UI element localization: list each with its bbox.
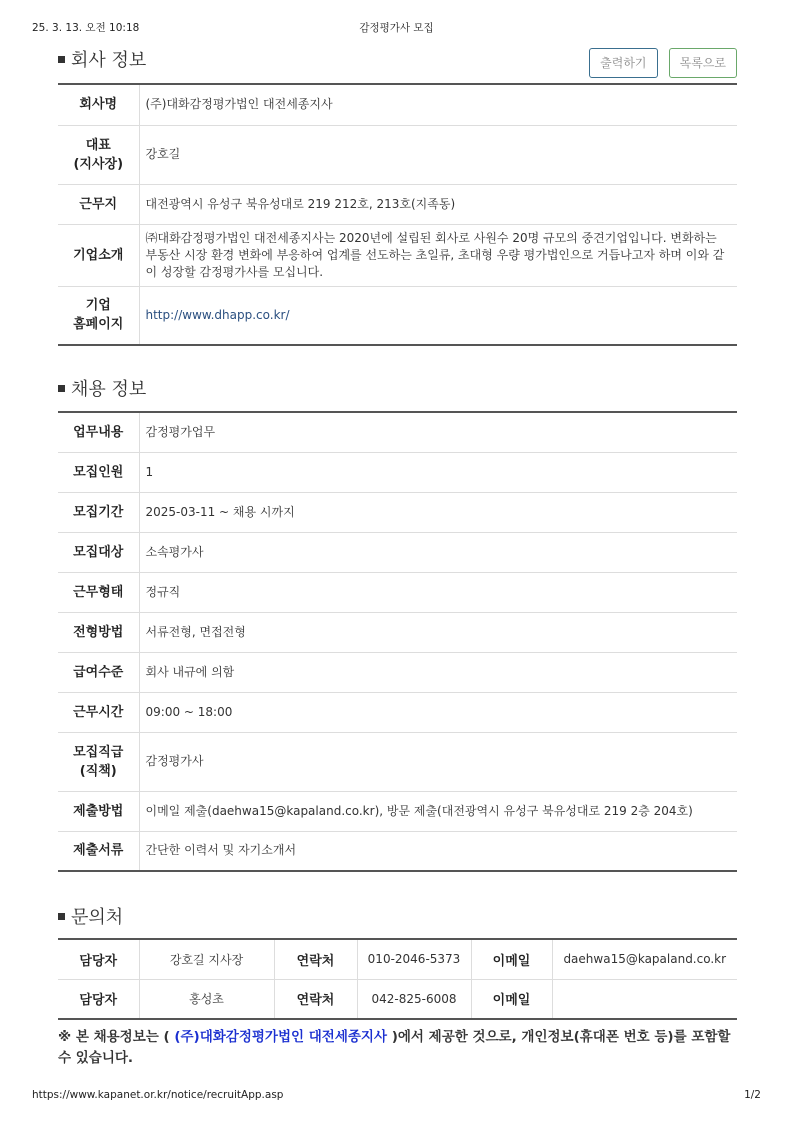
manager-value: 홍성초	[139, 979, 274, 1019]
notice-prefix: ※ 본 채용정보는 (	[58, 1029, 175, 1045]
work-hours-value: 09:00 ~ 18:00	[139, 692, 737, 732]
phone-label: 연락처	[274, 939, 357, 979]
headcount-value: 1	[139, 452, 737, 492]
table-row	[58, 979, 737, 1019]
manager-label: 담당자	[58, 979, 139, 1019]
row-label: 업무내용	[58, 412, 139, 452]
manager-label: 담당자	[58, 939, 139, 979]
homepage-cell	[139, 286, 737, 345]
recruit-period-value: 2025-03-11 ~ 채용 시까지	[139, 492, 737, 532]
row-label: 근무형태	[58, 572, 139, 612]
contact-info	[58, 938, 737, 1020]
job-description-value: 감정평가업무	[139, 412, 737, 452]
email-value: daehwa15@kapaland.co.kr	[552, 939, 737, 979]
recruit-section-title-text: 채용 정보	[71, 379, 147, 400]
company-info-table	[58, 83, 737, 346]
employment-type-value: 정규직	[139, 572, 737, 612]
position-value: 감정평가사	[139, 732, 737, 791]
row-label: 제출서류	[58, 831, 139, 871]
print-date: 25. 3. 13. 오전 10:18	[32, 22, 140, 34]
row-label: 모집기간	[58, 492, 139, 532]
square-bullet-icon	[58, 385, 65, 392]
company-name-value: (주)대화감정평가법인 대전세종지사	[139, 84, 737, 125]
table-row	[58, 572, 737, 612]
print-button[interactable]: 출력하기	[589, 48, 657, 78]
recruit-info	[58, 411, 737, 872]
row-label: 회사명	[58, 84, 139, 125]
print-header	[32, 20, 761, 36]
row-label: 모집직급 (직책)	[58, 732, 139, 791]
row-label: 기업 홈페이지	[58, 286, 139, 345]
email-label: 이메일	[471, 979, 552, 1019]
table-row	[58, 184, 737, 224]
back-to-list-button[interactable]: 목록으로	[669, 48, 737, 78]
manager-value: 강호길 지사장	[139, 939, 274, 979]
row-label: 제출방법	[58, 791, 139, 831]
table-row	[58, 125, 737, 184]
table-row	[58, 532, 737, 572]
notice-company: (주)대화감정평가법인 대전세종지사	[174, 1029, 387, 1045]
workplace-value: 대전광역시 유성구 북유성대로 219 212호, 213호(지족동)	[139, 184, 737, 224]
recruit-section-title	[58, 375, 146, 401]
contact-table	[58, 938, 737, 1020]
row-label: 근무시간	[58, 692, 139, 732]
email-label: 이메일	[471, 939, 552, 979]
recruit-info-table	[58, 411, 737, 872]
table-row	[58, 652, 737, 692]
print-url: https://www.kapanet.or.kr/notice/recruitApp.asp	[32, 1089, 284, 1101]
table-row	[58, 939, 737, 979]
notice-suffix: )에서 제공한 것으로, 개인정보(휴대폰 번호 등)를 포함할 수 있습니다.	[58, 1029, 731, 1066]
company-intro-value: ㈜대화감정평가법인 대전세종지사는 2020년에 설립된 회사로 사원수 20명 규모의 중견기업입니다. 변화하는 부동산 시장 환경 변화에 부응하여 업계를 선도하는 초일류, 초대형 우량 평가법인으로 거듭나고자 하며 이와 같이 성장할 감정평가사를 모십니다.	[139, 224, 737, 286]
row-label: 모집인원	[58, 452, 139, 492]
target-value: 소속평가사	[139, 532, 737, 572]
row-label: 근무지	[58, 184, 139, 224]
table-row	[58, 831, 737, 871]
square-bullet-icon	[58, 913, 65, 920]
homepage-link[interactable]: http://www.dhapp.co.kr/	[145, 307, 290, 322]
phone-value: 010-2046-5373	[357, 939, 471, 979]
table-row	[58, 732, 737, 791]
row-label: 기업소개	[58, 224, 139, 286]
table-row	[58, 286, 737, 345]
selection-method-value: 서류전형, 면접전형	[139, 612, 737, 652]
row-label: 전형방법	[58, 612, 139, 652]
company-info	[58, 83, 737, 346]
square-bullet-icon	[58, 56, 65, 63]
row-label: 급여수준	[58, 652, 139, 692]
table-row	[58, 791, 737, 831]
table-row	[58, 412, 737, 452]
row-label: 모집대상	[58, 532, 139, 572]
table-row	[58, 692, 737, 732]
email-value	[552, 979, 737, 1019]
print-doc-title: 감정평가사 모집	[359, 22, 434, 34]
required-documents-value: 간단한 이력서 및 자기소개서	[145, 843, 297, 858]
submission-method-value: 이메일 제출(daehwa15@kapaland.co.kr), 방문 제출(대전광역시 유성구 북유성대로 219 2층 204호)	[139, 791, 737, 831]
phone-label: 연락처	[274, 979, 357, 1019]
print-footer	[32, 1089, 761, 1105]
contact-section-title	[58, 903, 123, 929]
page-number: 1/2	[744, 1089, 761, 1101]
phone-value: 042-825-6008	[357, 979, 471, 1019]
table-row	[58, 492, 737, 532]
table-row	[58, 224, 737, 286]
table-row	[58, 84, 737, 125]
table-row	[58, 452, 737, 492]
company-section-title-text: 회사 정보	[71, 50, 147, 71]
company-section-title	[58, 46, 146, 72]
row-label: 대표 (지사장)	[58, 125, 139, 184]
contact-section-title-text: 문의처	[71, 907, 124, 928]
representative-value: 강호길	[139, 125, 737, 184]
privacy-notice	[58, 1027, 739, 1069]
action-buttons	[583, 48, 737, 78]
table-row	[58, 612, 737, 652]
salary-value: 회사 내규에 의함	[139, 652, 737, 692]
